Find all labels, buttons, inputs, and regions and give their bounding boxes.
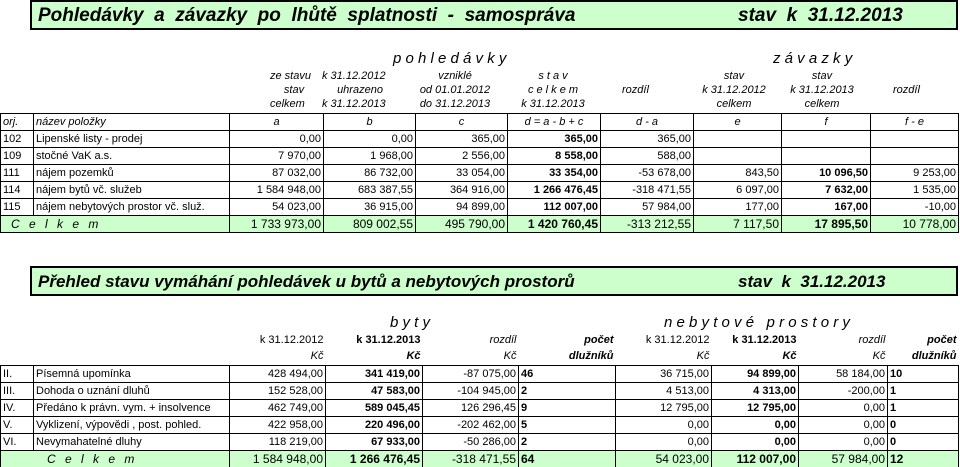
row-val: 0,00: [712, 416, 799, 433]
unit-cell: Kč: [310, 350, 324, 363]
row-b: 683 387,55: [324, 182, 416, 199]
row-val: 0: [888, 433, 959, 450]
total-val: 57 984,00: [799, 450, 888, 467]
total-f: 17 895,50: [782, 216, 871, 233]
bottom-stav: stav k 31.12.2013: [738, 272, 886, 291]
row-val: 0,00: [799, 416, 888, 433]
total-label: C e l k e m: [1, 450, 230, 467]
row-val: 118 219,00: [230, 433, 326, 450]
legend-d: d = a - b + c: [508, 114, 601, 131]
unit-cell: dlužníků: [911, 350, 957, 363]
row-a: 54 023,00: [230, 199, 324, 216]
row-e: [694, 131, 782, 148]
row-da: -318 471,55: [601, 182, 694, 199]
row-num: II.: [1, 365, 34, 382]
row-val: 220 496,00: [326, 416, 423, 433]
row-fe: 1 535,00: [871, 182, 959, 199]
col-a-line3: celkem: [270, 98, 305, 110]
total-e: 7 117,50: [694, 216, 782, 233]
row-val: 58 184,00: [799, 365, 888, 382]
row-val: -200,00: [799, 382, 888, 399]
row-val: -87 075,00: [423, 365, 519, 382]
row-val: 12 795,00: [712, 399, 799, 416]
table-row: [1, 382, 959, 399]
col-b-line2: uhrazeno: [337, 84, 383, 96]
row-num: III.: [1, 382, 34, 399]
row-val: 0,00: [799, 399, 888, 416]
row-d: 1 266 476,45: [508, 182, 601, 199]
col-a-line2: stav: [283, 84, 305, 96]
row-val: -202 462,00: [423, 416, 519, 433]
legend-row: [1, 114, 959, 131]
col-f-line3: celkem: [804, 98, 840, 110]
col-f-line2: k 31.12.2013: [790, 84, 854, 96]
row-val: 2: [519, 433, 616, 450]
row-val: 1: [888, 399, 959, 416]
row-name: nájem bytů vč. služeb: [34, 182, 230, 199]
col-d-line2: c e l k e m: [527, 84, 579, 96]
total-row: [1, 450, 959, 467]
total-b: 809 002,55: [324, 216, 416, 233]
total-val: 1 584 948,00: [230, 450, 326, 467]
row-a: 0,00: [230, 131, 324, 148]
legend-f: f: [782, 114, 871, 131]
row-da: 57 984,00: [601, 199, 694, 216]
total-label: C e l k e m: [1, 216, 230, 233]
row-val: 0,00: [712, 433, 799, 450]
col-f-line1: stav: [811, 70, 833, 82]
row-name: Vyklizení, výpovědi , post. pohled.: [34, 416, 230, 433]
row-c: 2 556,00: [416, 148, 508, 165]
row-val: 1: [888, 382, 959, 399]
row-e: [694, 148, 782, 165]
col-b-line3: k 31.12.2013: [322, 98, 386, 110]
col-a-date: k 31.12.2012: [322, 70, 386, 82]
col-d-line3: k 31.12.2013: [521, 98, 585, 110]
col-c-line1: vzniklé: [438, 70, 472, 82]
top-table: [0, 113, 959, 233]
unit-cell: dlužníků: [568, 350, 614, 363]
row-val: 462 749,00: [230, 399, 326, 416]
row-fe: [871, 148, 959, 165]
row-num: IV.: [1, 399, 34, 416]
row-val: 9: [519, 399, 616, 416]
col-a-line1: ze stavu: [270, 70, 311, 82]
row-name: nájem pozemků: [34, 165, 230, 182]
total-val: 1 266 476,45: [326, 450, 423, 467]
total-a: 1 733 973,00: [230, 216, 324, 233]
legend-orj: orj.: [1, 114, 34, 131]
row-val: 94 899,00: [712, 365, 799, 382]
legend-da: d - a: [601, 114, 694, 131]
legend-name: název položky: [34, 114, 230, 131]
row-val: 36 715,00: [616, 365, 712, 382]
col-rozdil2: rozdíl: [893, 84, 920, 96]
col-byty-rozdil: rozdíl: [489, 333, 517, 346]
group-zavazky: z á v a z k y: [773, 50, 853, 67]
row-d: 112 007,00: [508, 199, 601, 216]
legend-e: e: [694, 114, 782, 131]
row-da: -53 678,00: [601, 165, 694, 182]
legend-c: c: [416, 114, 508, 131]
table-row: [1, 199, 959, 216]
total-fe: 10 778,00: [871, 216, 959, 233]
row-e: 6 097,00: [694, 182, 782, 199]
row-c: 364 916,00: [416, 182, 508, 199]
row-val: 422 958,00: [230, 416, 326, 433]
total-val: 64: [519, 450, 616, 467]
row-b: 0,00: [324, 131, 416, 148]
row-val: -104 945,00: [423, 382, 519, 399]
row-val: 0,00: [616, 433, 712, 450]
col-neb-2013: k 31.12.2013: [732, 333, 797, 346]
col-byty-2012: k 31.12.2012: [259, 333, 324, 346]
row-val: 10: [888, 365, 959, 382]
col-e-line3: celkem: [716, 98, 752, 110]
total-val: -318 471,55: [423, 450, 519, 467]
group-pohledavky: p o h l e d á v k y: [393, 50, 507, 67]
row-b: 86 732,00: [324, 165, 416, 182]
row-f: 167,00: [782, 199, 871, 216]
total-val: 54 023,00: [616, 450, 712, 467]
row-f: 7 632,00: [782, 182, 871, 199]
col-rozdil: rozdíl: [622, 84, 649, 96]
row-name: Nevymahatelné dluhy: [34, 433, 230, 450]
row-c: 33 054,00: [416, 165, 508, 182]
row-val: 2: [519, 382, 616, 399]
col-d-line1: s t a v: [538, 70, 568, 82]
row-orj: 102: [1, 131, 34, 148]
table-row: [1, 416, 959, 433]
row-val: 67 933,00: [326, 433, 423, 450]
blank-cell: [1, 348, 34, 365]
row-val: 5: [519, 416, 616, 433]
col-byty-2013: k 31.12.2013: [356, 333, 421, 346]
row-name: stočné VaK a.s.: [34, 148, 230, 165]
row-c: 365,00: [416, 131, 508, 148]
row-orj: 114: [1, 182, 34, 199]
unit-row: [1, 348, 959, 365]
total-val: 112 007,00: [712, 450, 799, 467]
table-row: [1, 182, 959, 199]
row-val: 0,00: [799, 433, 888, 450]
row-val: 341 419,00: [326, 365, 423, 382]
blank-cell: [1, 331, 34, 348]
bottom-title-bar: [30, 266, 958, 296]
row-val: 589 045,45: [326, 399, 423, 416]
table-row: [1, 131, 959, 148]
row-val: 47 583,00: [326, 382, 423, 399]
col-byty-pocet: počet: [584, 333, 614, 346]
row-da: 588,00: [601, 148, 694, 165]
group-byty: b y t y: [390, 314, 431, 331]
col-e-line2: k 31.12.2012: [702, 84, 766, 96]
total-da: -313 212,55: [601, 216, 694, 233]
legend-a: a: [230, 114, 324, 131]
unit-cell: Kč: [503, 350, 517, 363]
total-d: 1 420 760,45: [508, 216, 601, 233]
row-f: [782, 148, 871, 165]
row-da: 365,00: [601, 131, 694, 148]
row-name: Lipenské listy - prodej: [34, 131, 230, 148]
row-a: 7 970,00: [230, 148, 324, 165]
col-e-line1: stav: [723, 70, 745, 82]
row-val: 0,00: [616, 416, 712, 433]
row-b: 1 968,00: [324, 148, 416, 165]
row-d: 33 354,00: [508, 165, 601, 182]
row-f: 10 096,50: [782, 165, 871, 182]
col-neb-2012: k 31.12.2012: [645, 333, 710, 346]
table-row: [1, 165, 959, 182]
row-a: 87 032,00: [230, 165, 324, 182]
col-neb-rozdil: rozdíl: [858, 333, 886, 346]
row-num: V.: [1, 416, 34, 433]
unit-cell: Kč: [696, 350, 710, 363]
group-nebyty: n e b y t o v é p r o s t o r y: [664, 314, 850, 331]
row-f: [782, 131, 871, 148]
top-stav: stav k 31.12.2013: [738, 5, 903, 26]
row-orj: 115: [1, 199, 34, 216]
bottom-table: [0, 331, 959, 467]
row-name: Předáno k právn. vym. + insolvence: [34, 399, 230, 416]
row-val: -50 286,00: [423, 433, 519, 450]
row-val: 46: [519, 365, 616, 382]
head-row: [1, 331, 959, 348]
row-val: 126 296,45: [423, 399, 519, 416]
row-num: VI.: [1, 433, 34, 450]
unit-cell: Kč: [782, 350, 797, 363]
row-orj: 109: [1, 148, 34, 165]
table-row: [1, 365, 959, 382]
row-c: 94 899,00: [416, 199, 508, 216]
table-row: [1, 433, 959, 450]
total-c: 495 790,00: [416, 216, 508, 233]
total-val: 12: [888, 450, 959, 467]
row-fe: 9 253,00: [871, 165, 959, 182]
row-fe: [871, 131, 959, 148]
row-e: 843,50: [694, 165, 782, 182]
unit-cell: Kč: [872, 350, 886, 363]
total-row: [1, 216, 959, 233]
row-a: 1 584 948,00: [230, 182, 324, 199]
row-b: 36 915,00: [324, 199, 416, 216]
bottom-title: Přehled stavu vymáhání pohledávek u bytů a nebytových prostorů: [38, 272, 575, 291]
row-val: 428 494,00: [230, 365, 326, 382]
row-val: 0: [888, 416, 959, 433]
row-val: 4 313,00: [712, 382, 799, 399]
row-e: 177,00: [694, 199, 782, 216]
table-row: [1, 148, 959, 165]
blank-cell: [34, 331, 230, 348]
row-val: 152 528,00: [230, 382, 326, 399]
row-d: 8 558,00: [508, 148, 601, 165]
row-d: 365,00: [508, 131, 601, 148]
row-orj: 111: [1, 165, 34, 182]
blank-cell: [34, 348, 230, 365]
row-name: nájem nebytových prostor vč. služ.: [34, 199, 230, 216]
legend-fe: f - e: [871, 114, 959, 131]
row-val: 4 513,00: [616, 382, 712, 399]
top-title: Pohledávky a závazky po lhůtě splatnosti - samospráva: [38, 5, 576, 26]
col-c-line3: do 31.12.2013: [419, 98, 491, 110]
top-title-bar: [30, 0, 958, 30]
unit-cell: Kč: [406, 350, 421, 363]
col-neb-pocet: počet: [927, 333, 957, 346]
row-name: Písemná upomínka: [34, 365, 230, 382]
row-val: 12 795,00: [616, 399, 712, 416]
row-fe: -10,00: [871, 199, 959, 216]
table-row: [1, 399, 959, 416]
col-c-line2: od 01.01.2012: [419, 84, 491, 96]
legend-b: b: [324, 114, 416, 131]
row-name: Dohoda o uznání dluhů: [34, 382, 230, 399]
